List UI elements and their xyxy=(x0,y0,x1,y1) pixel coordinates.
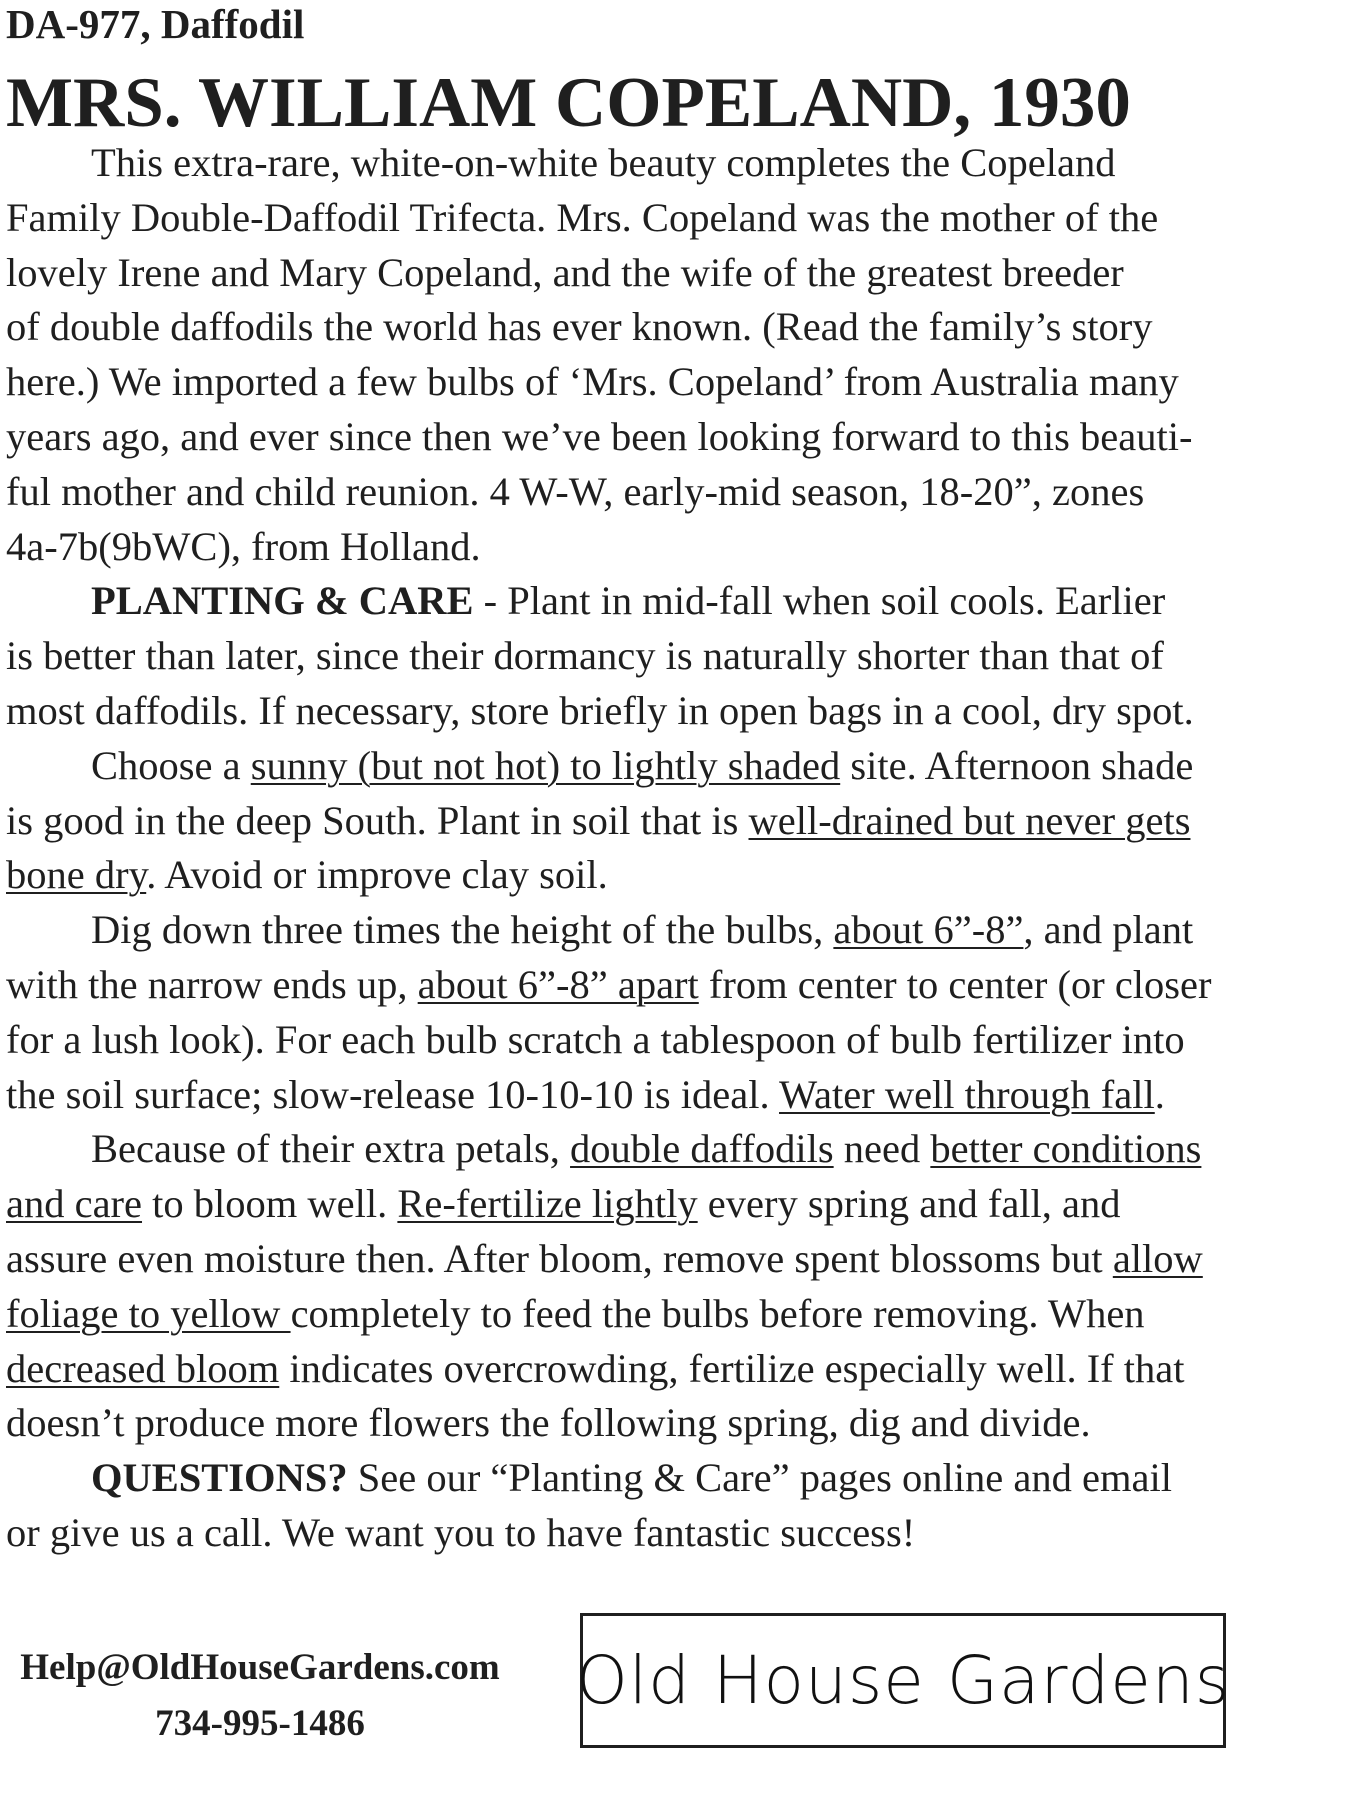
underlined-tip: allow xyxy=(1112,1235,1203,1281)
product-code: DA-977, Daffodil xyxy=(6,1,305,47)
underlined-tip: and care xyxy=(6,1181,143,1227)
text-line: decreased bloom indicates overcrowding, fertilize especially well. If that xyxy=(6,1345,1185,1391)
text-line: here.) We imported a few bulbs of ‘Mrs. Copeland’ from Australia many xyxy=(6,359,1179,405)
underlined-tip: better conditions xyxy=(930,1126,1202,1172)
text-line: doesn’t produce more flowers the following spring, dig and divide. xyxy=(6,1400,1091,1446)
text-line: for a lush look). For each bulb scratch a tablespoon of bulb fertilizer into xyxy=(6,1016,1185,1062)
underlined-tip: about 6”-8” xyxy=(833,907,1024,953)
logo-text: Old House Gardens xyxy=(575,1642,1231,1719)
text-line: with the narrow ends up, about 6”-8” apart from center to center (or closer xyxy=(6,961,1212,1007)
text-line: Family Double-Daffodil Trifecta. Mrs. Copeland was the mother of the xyxy=(6,194,1159,240)
text-line: is better than later, since their dormancy is naturally shorter than that of xyxy=(6,633,1164,679)
contact-block xyxy=(10,1640,510,1752)
underlined-tip: double daffodils xyxy=(570,1126,834,1172)
text-line: assure even moisture then. After bloom, remove spent blossoms but allow xyxy=(6,1235,1203,1281)
logo xyxy=(575,1613,1231,1748)
questions-heading: QUESTIONS? xyxy=(91,1455,348,1501)
text-line: Dig down three times the height of the bulbs, about 6”-8”, and plant xyxy=(91,907,1194,953)
product-title: MRS. WILLIAM COPELAND, 1930 xyxy=(6,64,1131,142)
text-line: ful mother and child reunion. 4 W-W, early-mid season, 18-20”, zones xyxy=(6,468,1145,514)
text-line: and care to bloom well. Re-fertilize lightly every spring and fall, and xyxy=(6,1181,1121,1227)
description-body xyxy=(6,136,1296,1561)
planting-care-heading: PLANTING & CARE xyxy=(91,578,474,624)
email-link[interactable]: Help@OldHouseGardens.com xyxy=(20,1647,500,1688)
text-line: Choose a sunny (but not hot) to lightly shaded site. Afternoon shade xyxy=(91,742,1194,788)
text-line: lovely Irene and Mary Copeland, and the wife of the greatest breeder xyxy=(6,249,1124,295)
underlined-tip: foliage to yellow xyxy=(6,1290,291,1336)
text-line: QUESTIONS? See our “Planting & Care” pages online and email xyxy=(91,1455,1172,1501)
text-line: foliage to yellow completely to feed the bulbs before removing. When xyxy=(6,1290,1145,1336)
underlined-tip: sunny (but not hot) to lightly shaded xyxy=(250,742,841,788)
underlined-tip: Re-fertilize lightly xyxy=(397,1181,698,1227)
underlined-tip: bone dry xyxy=(6,852,147,898)
text-line: 4a-7b(9bWC), from Holland. xyxy=(6,523,481,569)
underlined-tip: about 6”-8” apart xyxy=(417,961,699,1007)
text-line: the soil surface; slow-release 10-10-10 is ideal. Water well through fall. xyxy=(6,1071,1165,1117)
underlined-tip: decreased bloom xyxy=(6,1345,280,1391)
text-line: Because of their extra petals, double daffodils need better conditions xyxy=(91,1126,1202,1172)
phone-number[interactable]: 734-995-1486 xyxy=(155,1703,365,1744)
underlined-tip: well-drained but never gets xyxy=(748,797,1191,843)
text-line: PLANTING & CARE - Plant in mid-fall when soil cools. Earlier xyxy=(91,578,1166,624)
text-line: bone dry. Avoid or improve clay soil. xyxy=(6,852,608,898)
underlined-tip: Water well through fall xyxy=(779,1071,1155,1117)
text-line: is good in the deep South. Plant in soil that is well-drained but never gets xyxy=(6,797,1191,843)
text-line: or give us a call. We want you to have fantastic success! xyxy=(6,1509,916,1555)
text-line: most daffodils. If necessary, store briefly in open bags in a cool, dry spot. xyxy=(6,687,1194,733)
text-line: This extra-rare, white-on-white beauty completes the Copeland xyxy=(91,140,1116,185)
text-line: of double daffodils the world has ever known. (Read the family’s story xyxy=(6,304,1153,350)
text-line: years ago, and ever since then we’ve been looking forward to this beauti- xyxy=(6,413,1193,459)
